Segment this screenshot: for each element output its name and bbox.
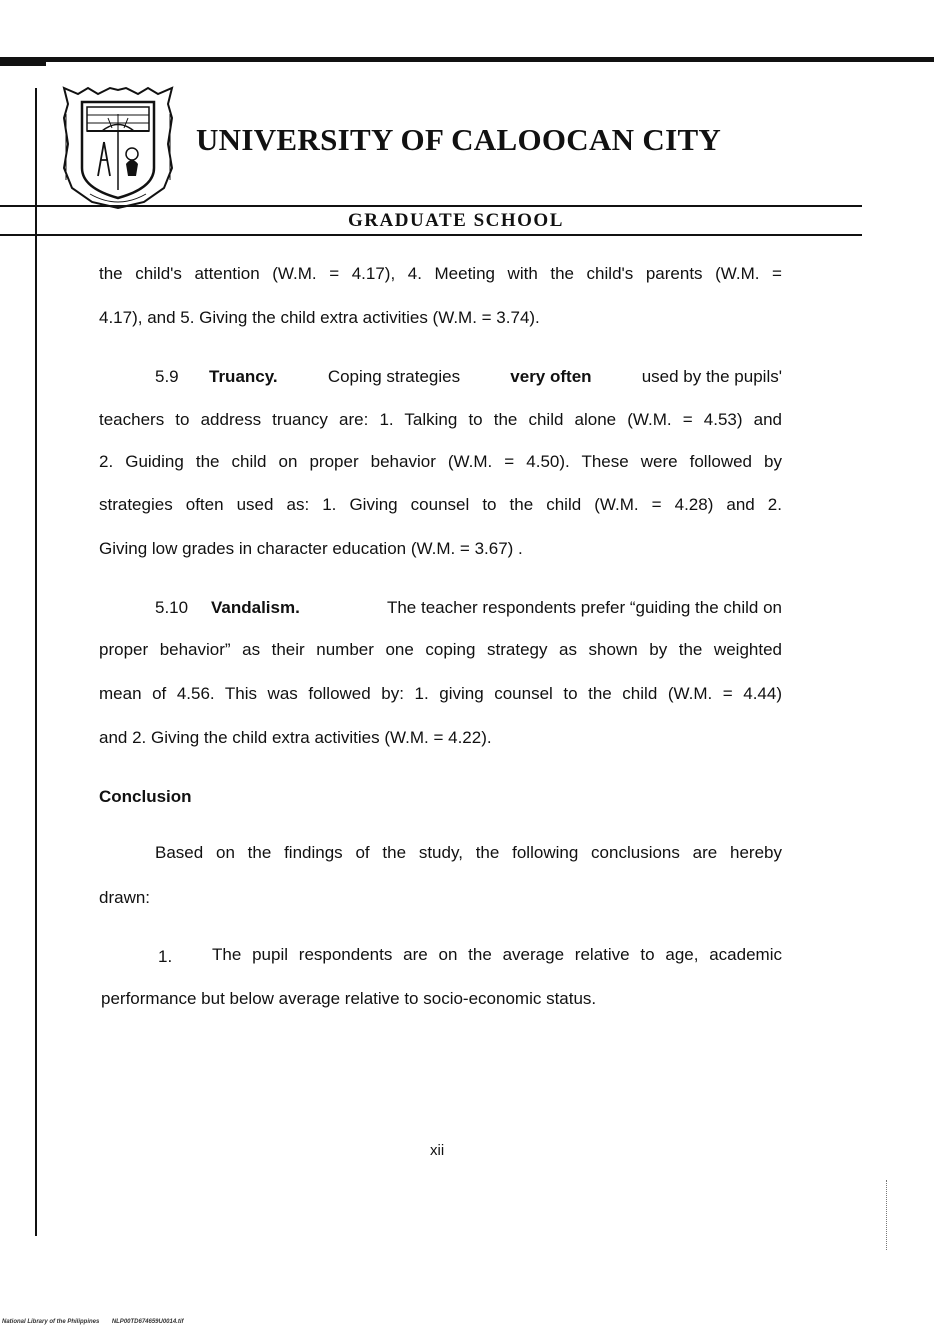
conclusion-item-line-1: The pupil respondents are on the average relative to age, academic (212, 945, 782, 964)
footer-source: National Library of the Philippines (2, 1319, 100, 1325)
vandalism-line1: The teacher respondents prefer “guiding the child on (386, 598, 782, 617)
vandalism-line-3: mean of 4.56. This was followed by: 1. giving counsel to the child (W.M. = 4.44) (99, 684, 782, 703)
university-seal-icon (60, 84, 176, 210)
page-number: xii (430, 1142, 445, 1159)
truancy-line1-a: Coping strategies (327, 367, 461, 386)
truancy-line-3: 2. Guiding the child on proper behavior (W.M. = 4.50). These were followed by (99, 452, 782, 471)
truancy-line1-c: used by the pupils' (641, 367, 782, 386)
vandalism-first-line (211, 598, 782, 618)
truancy-number: 5.9 (155, 367, 179, 386)
conclusion-line-1: Based on the findings of the study, the following conclusions are hereby (155, 843, 782, 862)
conclusion-item-number: 1. (158, 947, 173, 966)
intro-line-2: 4.17), and 5. Giving the child extra activities (W.M. = 3.74). (99, 308, 540, 327)
top-edge-bar (0, 57, 934, 62)
left-margin-rule (35, 88, 37, 1236)
conclusion-line-2: drawn: (99, 888, 151, 907)
truancy-line-2: teachers to address truancy are: 1. Talking to the child alone (W.M. = 4.53) and (99, 410, 782, 429)
truancy-line-4: strategies often used as: 1. Giving counsel to the child (W.M. = 4.28) and 2. (99, 495, 782, 514)
university-name: UNIVERSITY OF CALOOCAN CITY (196, 122, 722, 157)
vandalism-line-2: proper behavior” as their number one coping strategy as shown by the weighted (99, 640, 782, 659)
scan-noise-right (886, 1180, 889, 1250)
footer-file-id: NLP00TD674659U0014.tif (111, 1319, 184, 1325)
vandalism-line-4: and 2. Giving the child extra activities (W.M. = 4.22). (99, 728, 492, 747)
header-rule-top (0, 205, 862, 207)
truancy-first-line (209, 367, 782, 387)
scan-footer (2, 1310, 184, 1328)
intro-line-1: the child's attention (W.M. = 4.17), 4. Meeting with the child's parents (W.M. = (99, 264, 782, 283)
header-rule-bottom (0, 234, 862, 236)
school-name: GRADUATE SCHOOL (348, 210, 564, 231)
conclusion-heading: Conclusion (99, 787, 192, 806)
vandalism-number: 5.10 (155, 598, 189, 617)
vandalism-heading: Vandalism. (211, 598, 300, 617)
conclusion-item-line-2: performance but below average relative to socio-economic status. (101, 989, 597, 1008)
top-edge-bar-left (0, 57, 46, 66)
truancy-line1-emphasis: very often (510, 367, 592, 386)
truancy-heading: Truancy. (209, 367, 278, 386)
truancy-line-5: Giving low grades in character education (W.M. = 3.67) . (99, 539, 523, 558)
